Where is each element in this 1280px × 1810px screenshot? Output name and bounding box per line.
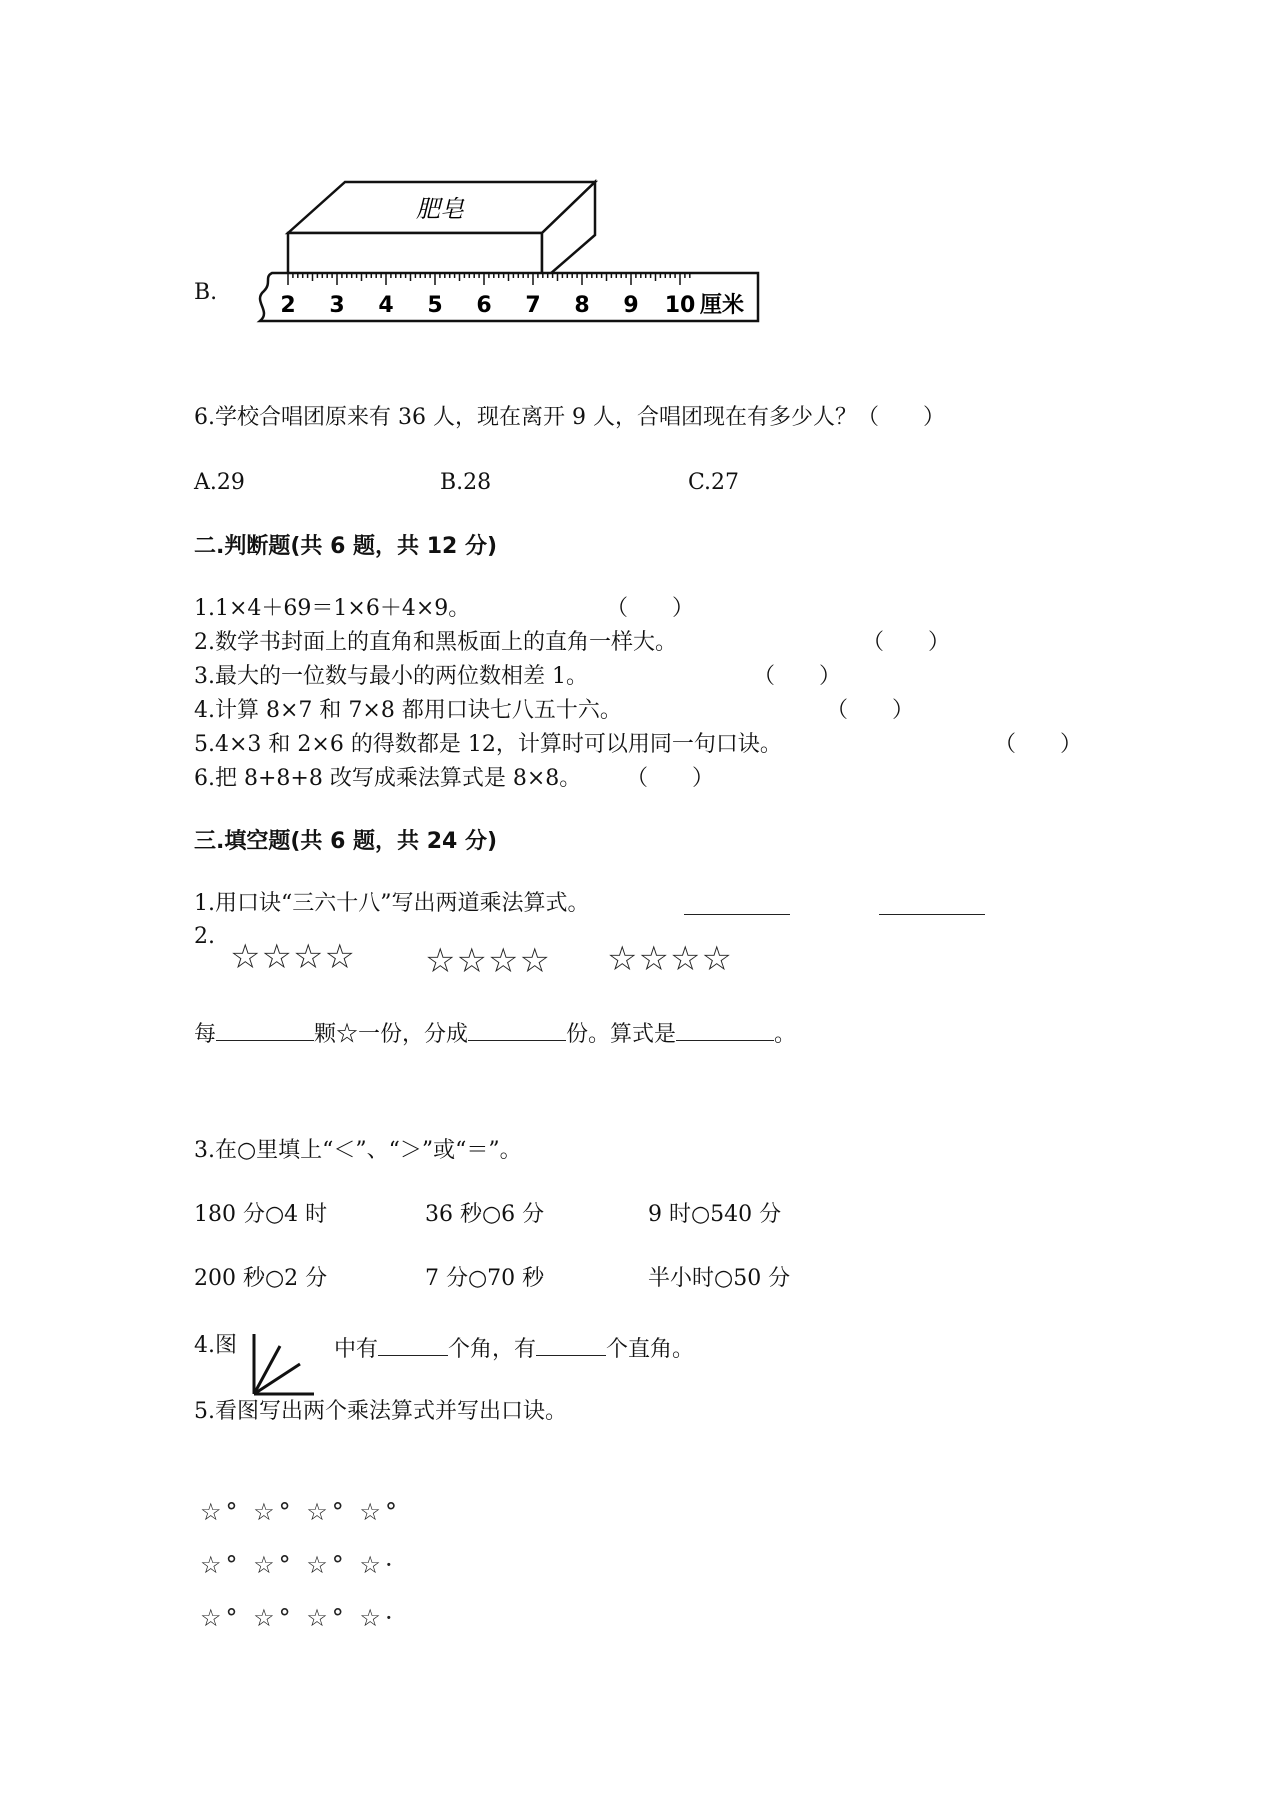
q6-stem: 6.学校合唱团原来有 36 人，现在离开 9 人，合唱团现在有多少人？（ ） xyxy=(194,405,945,430)
compare-6[interactable]: 半小时○50 分 xyxy=(648,1266,791,1291)
compare-2[interactable]: 36 秒○6 分 xyxy=(425,1202,545,1227)
section3-title: 三.填空题(共 6 题，共 24 分) xyxy=(194,829,498,854)
star-row-3: ☆° ☆° ☆° ☆· xyxy=(200,1604,397,1632)
ruler-number: 5 xyxy=(427,293,443,318)
fill-q2-label: 2. xyxy=(194,924,215,949)
judge-item-5: 5.4×3 和 2×6 的得数都是 12，计算时可以用同一句口诀。 xyxy=(194,732,782,757)
soap-ruler-figure xyxy=(250,175,770,330)
q6-option-b[interactable]: B.28 xyxy=(440,470,492,495)
fill-q4-text-1: 4.图 xyxy=(194,1333,237,1358)
ruler-number: 6 xyxy=(476,293,492,318)
compare-1[interactable]: 180 分○4 时 xyxy=(194,1202,328,1227)
ruler-unit: 厘米 xyxy=(699,293,745,318)
compare-3[interactable]: 9 时○540 分 xyxy=(648,1202,782,1227)
ruler-number: 3 xyxy=(329,293,345,318)
ruler-number: 2 xyxy=(280,293,296,318)
fill-q4-blank-2[interactable] xyxy=(536,1335,606,1356)
angle-figure xyxy=(248,1330,316,1398)
q6-option-a[interactable]: A.29 xyxy=(194,470,245,495)
star-group-1: ☆☆☆☆ xyxy=(230,937,356,977)
fill-q2-blank-3[interactable] xyxy=(676,1020,774,1041)
ruler-number: 10 xyxy=(664,293,696,318)
section2-title: 二.判断题(共 6 题，共 12 分) xyxy=(194,534,498,559)
compare-4[interactable]: 200 秒○2 分 xyxy=(194,1266,328,1291)
compare-5[interactable]: 7 分○70 秒 xyxy=(425,1266,545,1291)
fill-q1-blank-1[interactable] xyxy=(684,894,790,915)
option-b-label: B. xyxy=(194,280,218,305)
soap-label: 肥皂 xyxy=(416,195,464,223)
judge-paren-4[interactable]: （ ） xyxy=(826,698,915,723)
fill-q4-text-3: 个角，有 xyxy=(448,1337,537,1362)
star-group-2: ☆☆☆☆ xyxy=(425,941,551,981)
fill-q2-blank-2[interactable] xyxy=(468,1020,566,1041)
fill-q4-text-2: 中有 xyxy=(334,1337,379,1362)
judge-item-3: 3.最大的一位数与最小的两位数相差 1。 xyxy=(194,664,588,689)
judge-item-4: 4.计算 8×7 和 7×8 都用口诀七八五十六。 xyxy=(194,698,622,723)
ruler-number: 4 xyxy=(378,293,394,318)
judge-item-6: 6.把 8+8+8 改写成乘法算式是 8×8。 xyxy=(194,766,582,791)
fill-q1: 1.用口诀“三六十八”写出两道乘法算式。 xyxy=(194,891,590,916)
ruler-number: 7 xyxy=(525,293,541,318)
ruler-number: 8 xyxy=(574,293,590,318)
fill-q1-blank-2[interactable] xyxy=(879,894,985,915)
judge-paren-2[interactable]: （ ） xyxy=(862,630,951,655)
fill-q2-text-1: 每 xyxy=(194,1022,217,1047)
judge-item-1: 1.1×4＋69＝1×6＋4×9。 xyxy=(194,596,471,621)
fill-q4-line xyxy=(334,1335,694,1361)
judge-paren-1[interactable]: （ ） xyxy=(606,596,695,621)
fill-q2-text-3: 份。算式是 xyxy=(566,1022,677,1047)
judge-paren-5[interactable]: （ ） xyxy=(994,732,1083,757)
fill-q2-text-2: 颗☆一份，分成 xyxy=(314,1022,469,1047)
judge-item-2: 2.数学书封面上的直角和黑板面上的直角一样大。 xyxy=(194,630,677,655)
ruler-numbers xyxy=(280,293,695,318)
q6-option-c[interactable]: C.27 xyxy=(688,470,740,495)
fill-q2-text-4: 。 xyxy=(774,1022,797,1047)
fill-q4-blank-1[interactable] xyxy=(378,1335,448,1356)
fill-q4-text-4: 个直角。 xyxy=(606,1337,695,1362)
fill-q2-line xyxy=(194,1020,796,1046)
ruler-number: 9 xyxy=(623,293,639,318)
judge-paren-3[interactable]: （ ） xyxy=(753,664,842,689)
judge-paren-6[interactable]: （ ） xyxy=(626,766,715,791)
star-row-1: ☆° ☆° ☆° ☆° xyxy=(200,1498,401,1526)
fill-q3-stem: 3.在○里填上“＜”、“＞”或“＝”。 xyxy=(194,1138,522,1163)
star-group-3: ☆☆☆☆ xyxy=(607,939,733,979)
star-row-2: ☆° ☆° ☆° ☆· xyxy=(200,1551,397,1579)
fill-q2-blank-1[interactable] xyxy=(216,1020,314,1041)
fill-q5: 5.看图写出两个乘法算式并写出口诀。 xyxy=(194,1399,567,1424)
